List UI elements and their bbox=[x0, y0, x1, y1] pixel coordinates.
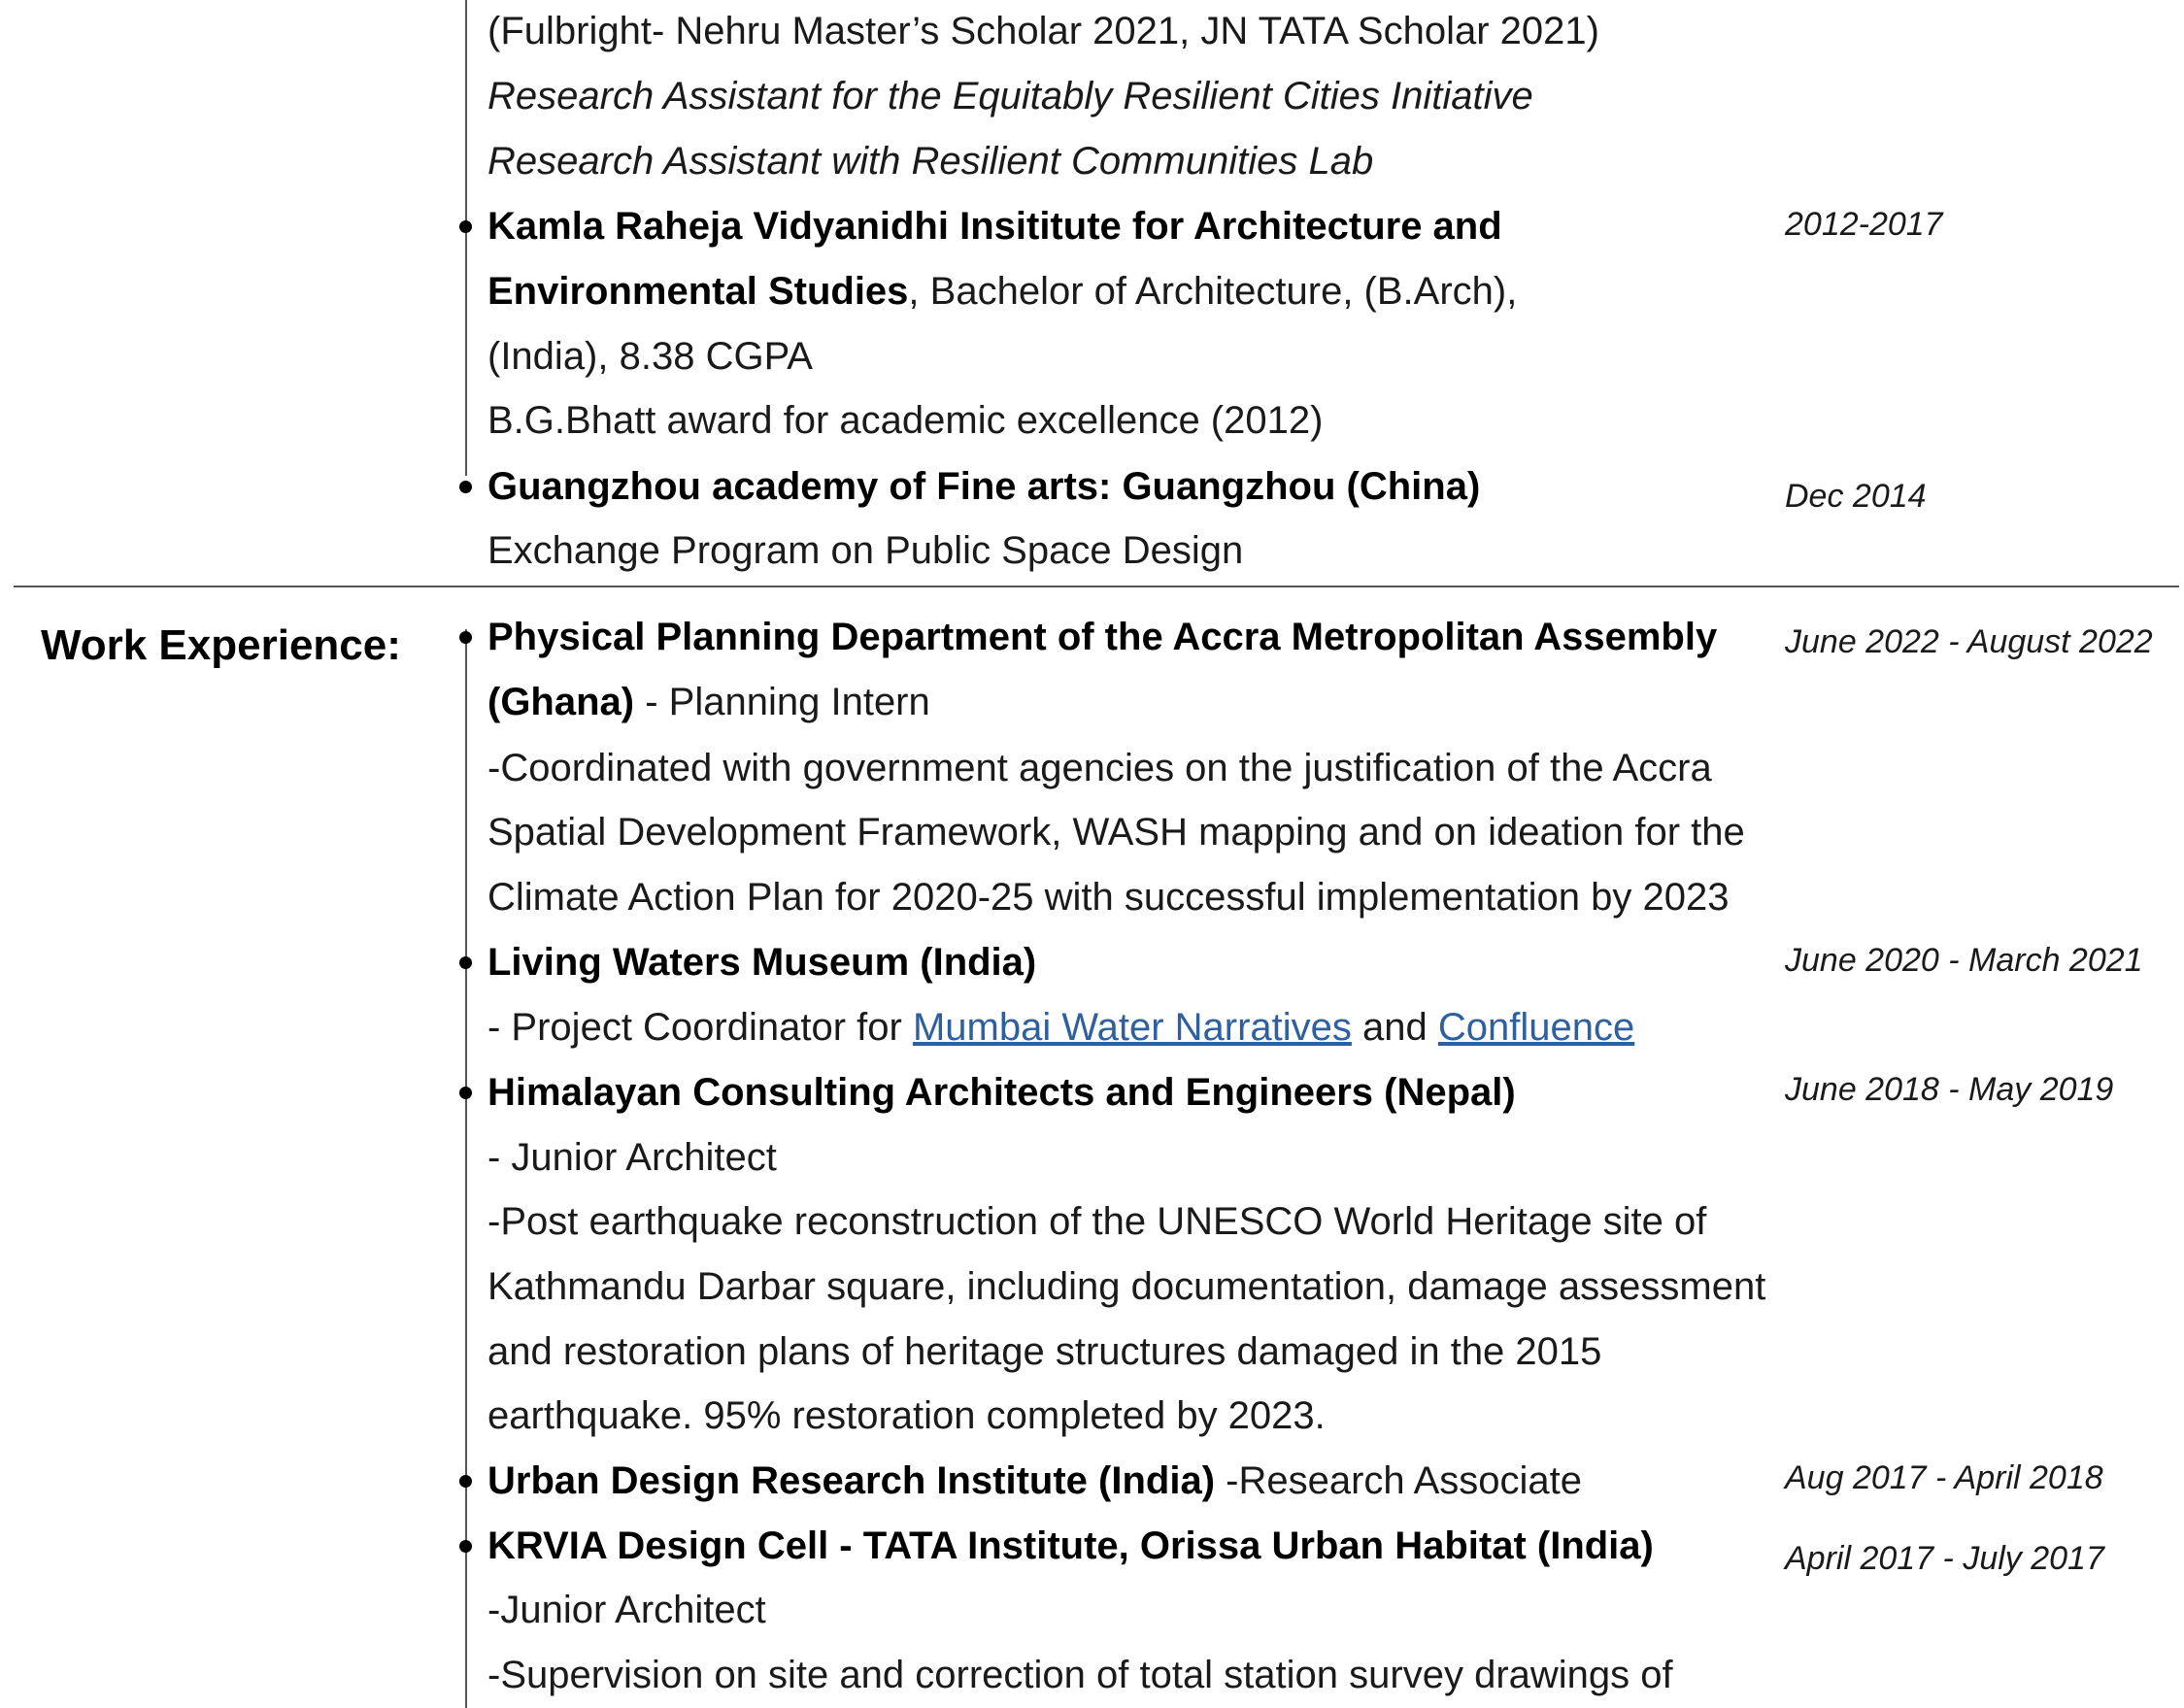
udri-date: Aug 2017 - April 2018 bbox=[1785, 1459, 2103, 1496]
section-divider bbox=[14, 586, 2179, 587]
himalayan-desc-3: and restoration plans of heritage structures damaged in the 2015 bbox=[487, 1330, 1602, 1373]
timeline-bullet bbox=[459, 220, 472, 233]
krvia-date: 2012-2017 bbox=[1785, 206, 1943, 243]
timeline-bullet bbox=[459, 481, 472, 493]
research-assistant-rcl: Research Assistant with Resilient Communities Lab bbox=[487, 140, 1374, 183]
timeline-bullet bbox=[459, 1540, 472, 1553]
himalayan-role: - Junior Architect bbox=[487, 1136, 777, 1179]
living-waters-role-line bbox=[487, 1004, 1634, 1051]
krvia-name-bold: Environmental Studies bbox=[487, 270, 909, 313]
guangzhou-date: Dec 2014 bbox=[1785, 478, 1927, 515]
living-waters-role: - Project Coordinator for bbox=[487, 1006, 913, 1049]
krvia-cell-date: April 2017 - July 2017 bbox=[1785, 1540, 2104, 1577]
timeline-bullet bbox=[459, 1087, 472, 1099]
krvia-cgpa: (India), 8.38 CGPA bbox=[487, 335, 813, 378]
krvia-cell-name: KRVIA Design Cell - TATA Institute, Orissa Urban Habitat (India) bbox=[487, 1524, 1654, 1567]
living-waters-conj: and bbox=[1351, 1006, 1438, 1049]
timeline-line-education bbox=[465, 0, 467, 476]
timeline-bullet bbox=[459, 631, 472, 644]
himalayan-desc-1: -Post earthquake reconstruction of the UNESCO World Heritage site of bbox=[487, 1200, 1707, 1243]
accra-name: Physical Planning Department of the Accra Metropolitan Assembly bbox=[487, 616, 1718, 658]
krvia-award: B.G.Bhatt award for academic excellence (2012) bbox=[487, 399, 1324, 442]
udri-name: Urban Design Research Institute (India) bbox=[487, 1459, 1216, 1502]
krvia-name-line1: Kamla Raheja Vidyanidhi Insititute for Architecture and bbox=[487, 205, 1502, 248]
accra-desc-1: -Coordinated with government agencies on the justification of the Accra bbox=[487, 747, 1712, 789]
himalayan-name: Himalayan Consulting Architects and Engineers (Nepal) bbox=[487, 1071, 1516, 1114]
krvia-cell-desc: -Supervision on site and correction of total station survey drawings of bbox=[487, 1654, 1673, 1696]
scholarship-line: (Fulbright- Nehru Master’s Scholar 2021, JN TATA Scholar 2021) bbox=[487, 10, 1599, 52]
accra-date: June 2022 - August 2022 bbox=[1785, 623, 2153, 660]
confluence-link[interactable]: Confluence bbox=[1437, 1006, 1635, 1049]
krvia-name-line2 bbox=[487, 268, 1517, 315]
work-experience-title: Work Experience: bbox=[41, 621, 401, 669]
guangzhou-detail: Exchange Program on Public Space Design bbox=[487, 529, 1244, 572]
living-waters-name: Living Waters Museum (India) bbox=[487, 941, 1037, 984]
accra-role: - Planning Intern bbox=[645, 681, 930, 723]
living-waters-date: June 2020 - March 2021 bbox=[1785, 942, 2143, 979]
accra-desc-2: Spatial Development Framework, WASH mapping and on ideation for the bbox=[487, 811, 1745, 854]
udri-role: -Research Associate bbox=[1215, 1459, 1582, 1502]
himalayan-desc-4: earthquake. 95% restoration completed by 2023. bbox=[487, 1394, 1326, 1437]
accra-role-line bbox=[487, 679, 930, 725]
mumbai-water-narratives-link[interactable]: Mumbai Water Narratives bbox=[912, 1006, 1352, 1049]
himalayan-date: June 2018 - May 2019 bbox=[1785, 1071, 2114, 1108]
guangzhou-name: Guangzhou academy of Fine arts: Guangzhou (China) bbox=[487, 465, 1481, 508]
accra-country: (Ghana) bbox=[487, 681, 646, 723]
krvia-cell-role: -Junior Architect bbox=[487, 1589, 766, 1631]
accra-desc-3: Climate Action Plan for 2020-25 with successful implementation by 2023 bbox=[487, 876, 1730, 919]
himalayan-desc-2: Kathmandu Darbar square, including documentation, damage assessment bbox=[487, 1265, 1766, 1308]
udri-line bbox=[487, 1457, 1582, 1504]
timeline-bullet bbox=[459, 1475, 472, 1488]
timeline-bullet bbox=[459, 956, 472, 969]
research-assistant-erc: Research Assistant for the Equitably Resilient Cities Initiative bbox=[487, 75, 1533, 117]
krvia-degree: , Bachelor of Architecture, (B.Arch), bbox=[908, 270, 1518, 313]
